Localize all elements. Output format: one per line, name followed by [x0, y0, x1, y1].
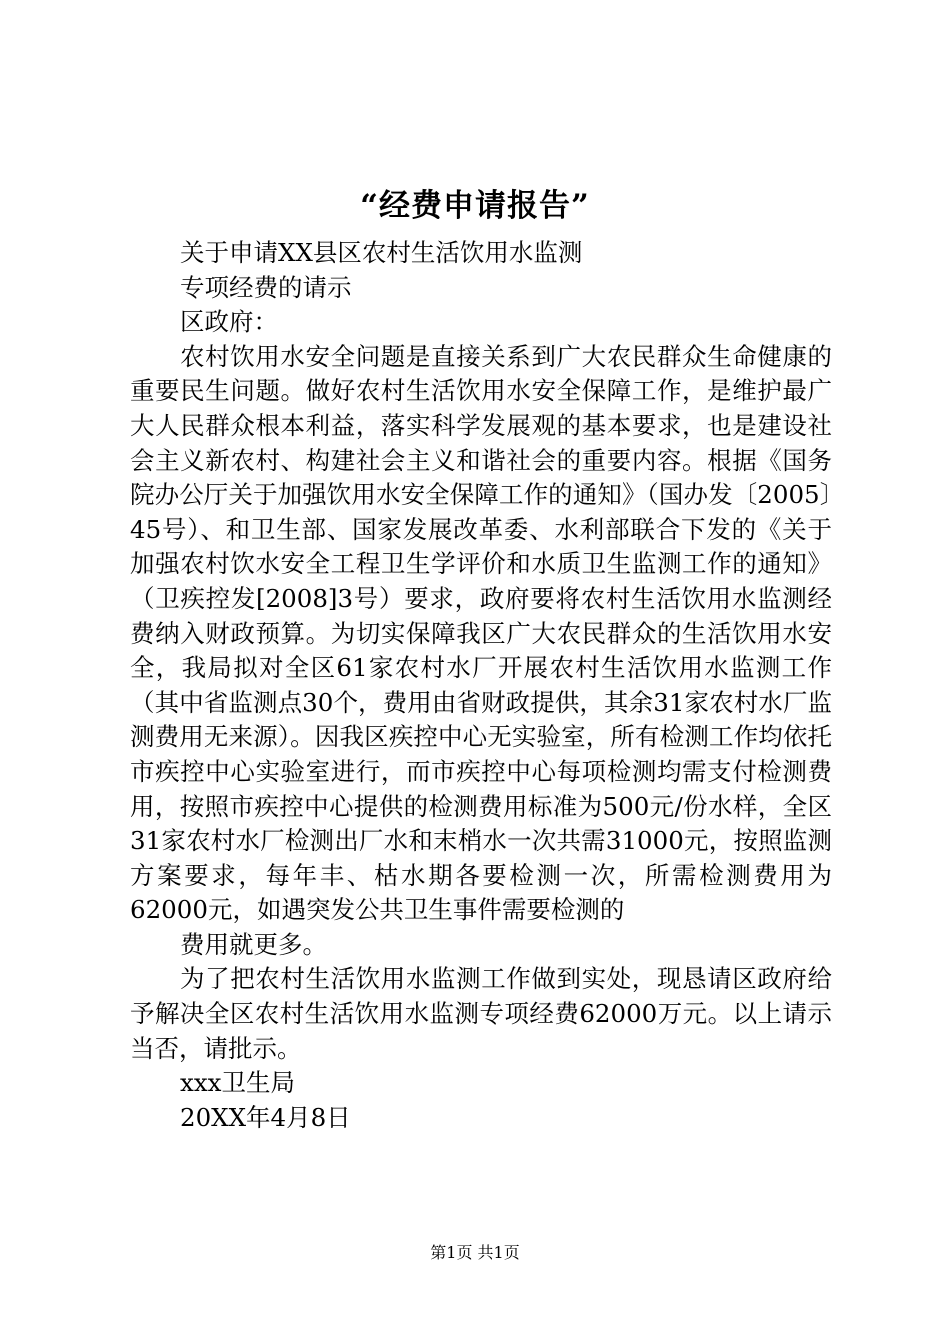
addressee: 区政府： — [180, 307, 278, 337]
document-date: 20XX年4月8日 — [180, 1102, 351, 1132]
paragraph-request: 为了把农村生活饮用水监测工作做到实处，现恳请区政府给予解决全区农村生活饮用水监测专项经费62000万元。以上请示当否，请批示。 — [130, 964, 832, 1063]
subject-line-2: 专项经费的请示 — [180, 272, 352, 302]
signature: xxx卫生局 — [180, 1068, 295, 1098]
paragraph-main: 农村饮用水安全问题是直接关系到广大农民群众生命健康的重要民生问题。做好农村生活饮用水安全保障工作，是维护最广大人民群众根本利益，落实科学发展观的基本要求，也是建设社会主义新农村、构建社会主义和谐社会的重要内容。根据《国务院办公厅关于加强饮用水安全保障工作的通知》（国办发〔2005〕45号）、和卫生部、国家发展改革委、水利部联合下发的《关于加强农村饮水安全工程卫生学评价和水质卫生监测工作的通知》（卫疾控发[2008]3号）要求，政府要将农村生活饮用水监测经费纳入财政预算。为切实保障我区广大农民群众的生活饮用水安全，我局拟对全区61家农村水厂开展农村生活饮用水监测工作（其中省监测点30个，费用由省财政提供，其余31家农村水厂监测费用无来源）。因我区疾控中心无实验室，所有检测工作均依托市疾控中心实验室进行，而市疾控中心每项检测均需支付检测费用，按照市疾控中心提供的检测费用标准为500元/份水样，全区31家农村水厂检测出厂水和末梢水一次共需31000元，按照监测方案要求，每年丰、枯水期各要检测一次，所需检测费用为62000元，如遇突发公共卫生事件需要检测的 — [130, 341, 832, 925]
document-title: “经费申请报告” — [360, 188, 590, 224]
document-body — [130, 236, 832, 1135]
paragraph-main-continued: 费用就更多。 — [180, 929, 327, 959]
page-footer: 第1页 共1页 — [430, 1243, 520, 1262]
subject-line-1: 关于申请XX县区农村生活饮用水监测 — [180, 238, 583, 267]
